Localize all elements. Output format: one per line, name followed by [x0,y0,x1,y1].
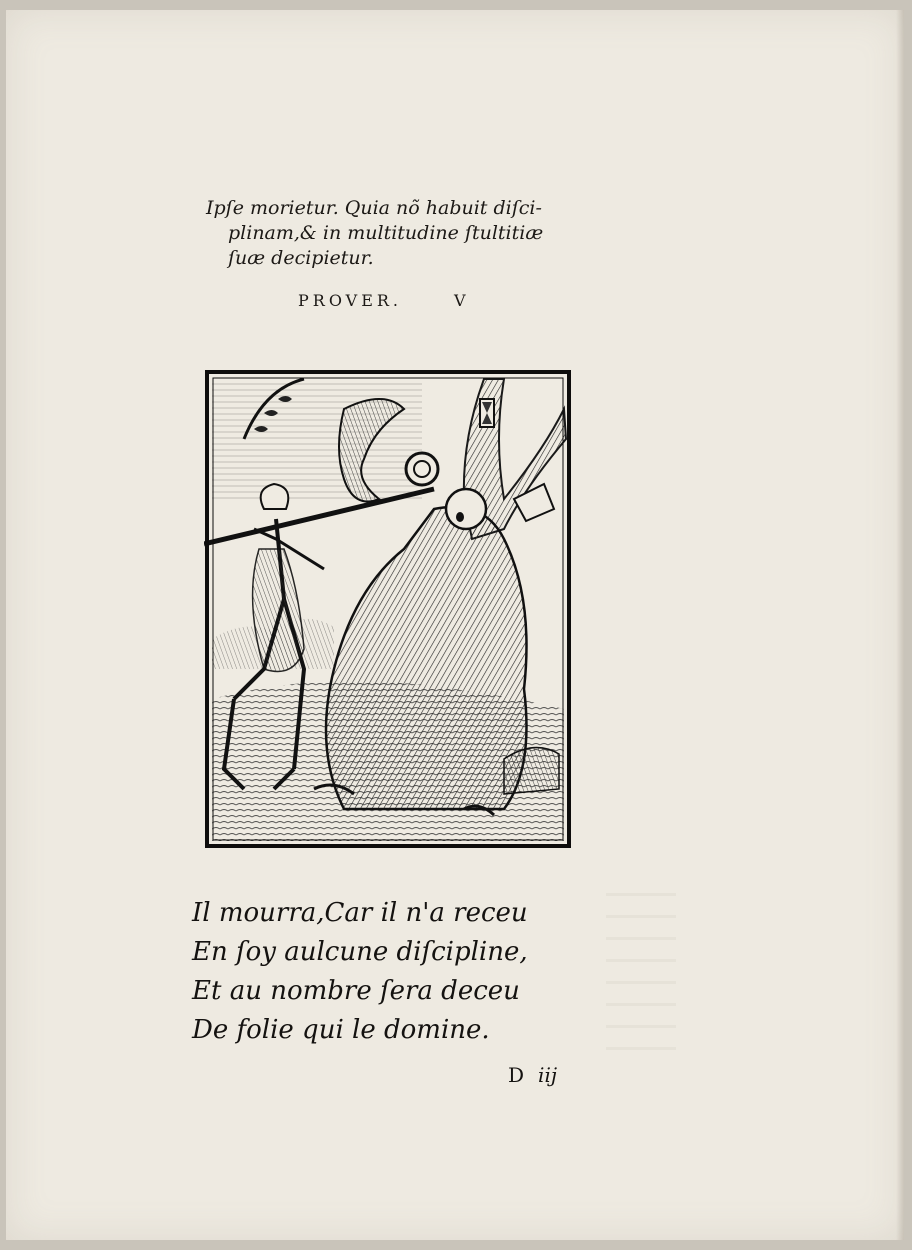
signature-mark [508,1063,557,1087]
french-quatrain [192,894,622,1050]
page-edge-shadow [896,10,904,1240]
verse-source [298,291,470,310]
woodcut-image [204,369,572,849]
poem-line-2: En ſoy aulcune diſcipline, [192,937,528,967]
verse-line-1: Ipſe morietur. Quia nõ habuit diſci- [206,197,542,219]
book-page [6,10,904,1240]
latin-verse [206,196,626,271]
source-chapter: V [454,291,470,310]
poem-line-3: Et au nombre ſera deceu [192,976,520,1006]
signature-letter: D [508,1063,525,1087]
source-book: PROVER. [298,291,403,310]
poem-line-4: De folie qui le domine. [192,1015,490,1045]
signature-number: iij [538,1063,558,1087]
woodcut-illustration [204,369,572,849]
poem-line-1: Il mourra,Car il n'a receu [192,898,528,928]
verse-line-3: ſuæ decipietur. [228,247,374,269]
verse-line-2: plinam,& in multitudine ſtultitiæ [228,222,544,244]
